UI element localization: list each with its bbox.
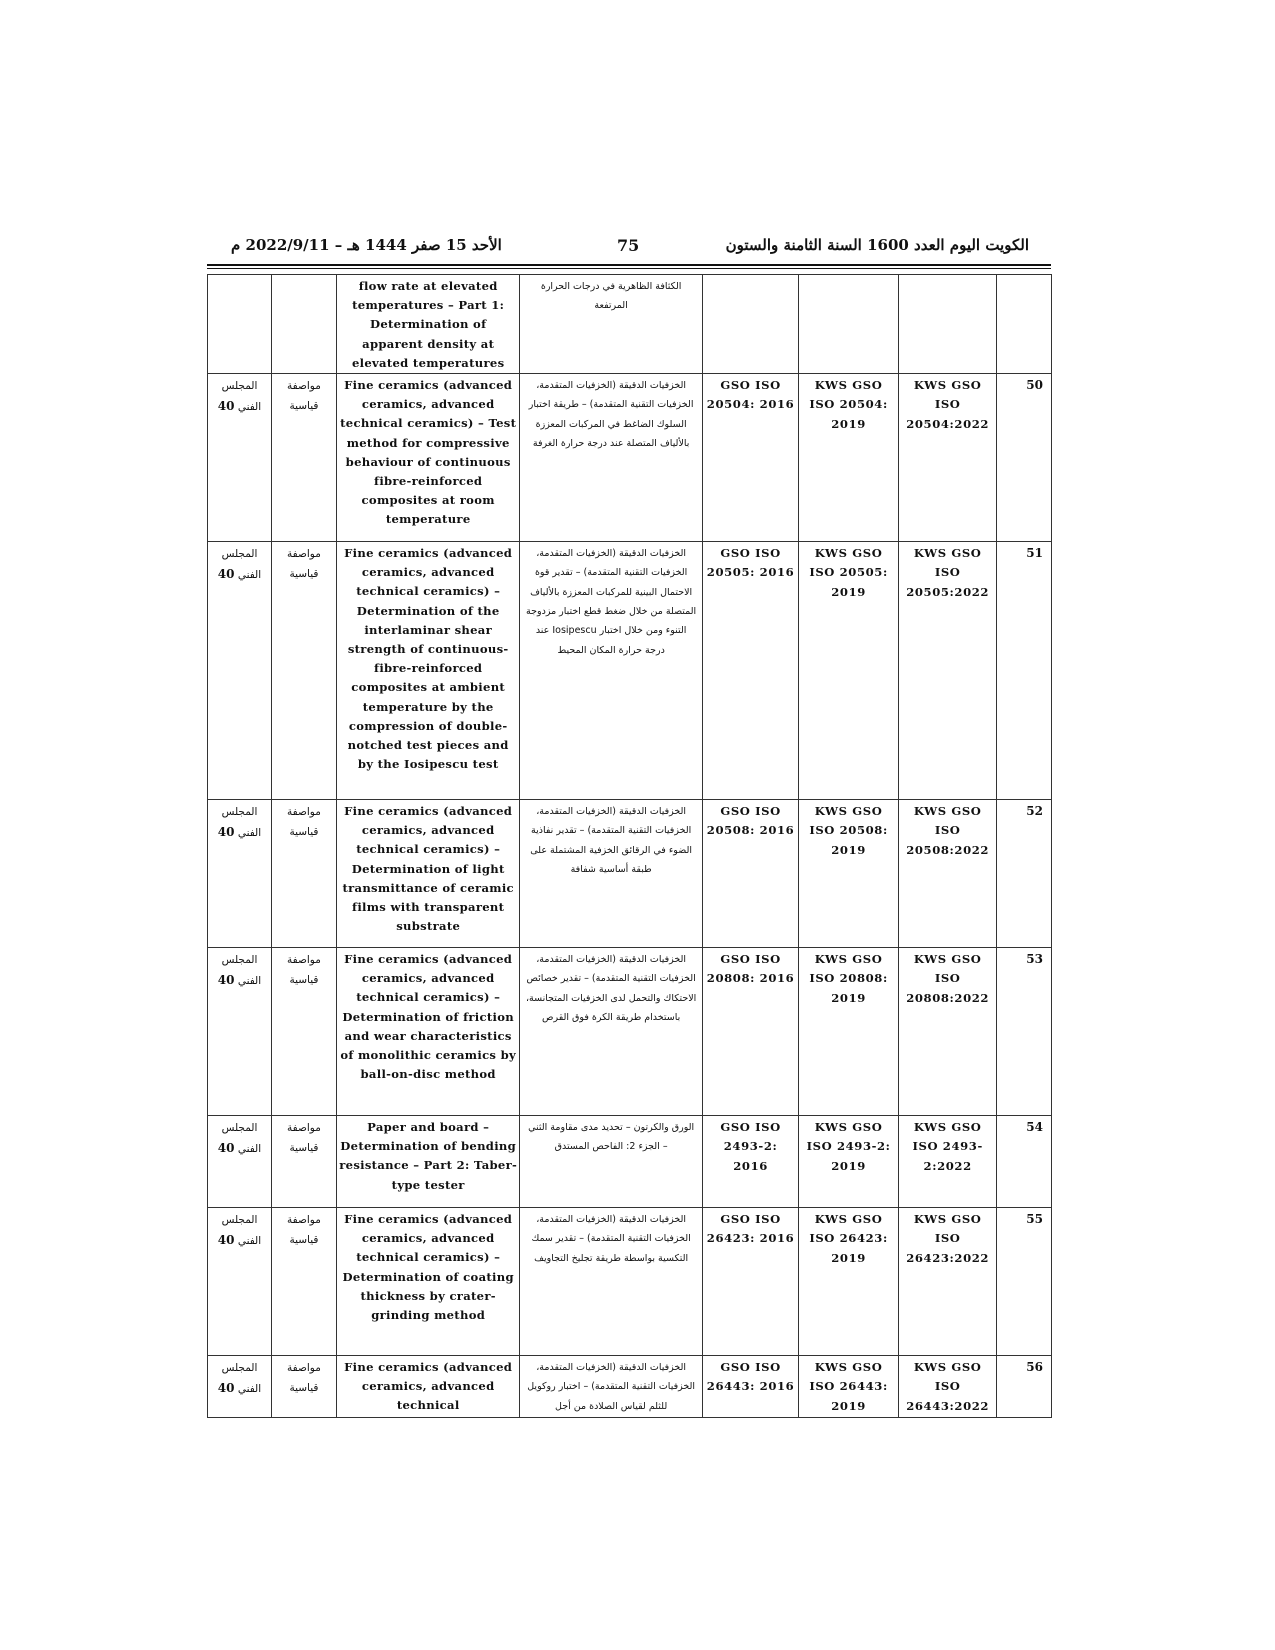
type-cell: مواصفة قياسية [271,1116,336,1208]
council-number: 40 [217,1381,235,1396]
table-row [208,1208,1052,1356]
row-number-cell: 55 [997,1208,1052,1356]
table-row [208,1356,1052,1418]
council-label: المجلس الفني [221,548,262,582]
council-cell [208,542,272,800]
council-cell [208,1208,272,1356]
arabic-title-cell: الخزفيات الدقيقة (الخزفيات المتقدمة، الخزفيات التقنية المتقدمة) – تقدير خصائص الاحتكاك والتحمل لدى الخزفيات المتجانسة، باستخدام طريقة الكرة فوق القرص [520,948,702,1116]
council-number: 40 [217,1233,235,1248]
council-label: المجلس الفني [221,1122,262,1156]
gso-code-cell: GSO ISO 2493-2: 2016 [702,1116,798,1208]
arabic-title-cell: الخزفيات الدقيقة (الخزفيات المتقدمة، الخزفيات التقنية المتقدمة) – تقدير نفاذية الضوء في الرقائق الخزفية المشتملة على طبقة أساسية شفافة [520,800,702,948]
row-number-cell: 51 [997,542,1052,800]
kws-gso-code-cell: KWS GSO ISO 20808: 2019 [799,948,899,1116]
kws-code-cell: KWS GSO ISO 20808:2022 [898,948,997,1116]
council-number: 40 [217,567,235,582]
council-cell [208,374,272,542]
kws-code-cell [898,275,997,374]
header-rule-thin [207,268,1051,269]
council-label: المجلس الفني [221,380,262,414]
type-cell: مواصفة قياسية [271,542,336,800]
page-header [207,236,1029,266]
kws-code-cell: KWS GSO ISO 26423:2022 [898,1208,997,1356]
table-row [208,374,1052,542]
type-cell [271,275,336,374]
english-title-cell: Fine ceramics (advanced ceramics, advanced technical ceramics) – Determination of the interlaminar shear strength of continuous-fibre-reinforced composites at ambient temperature by the compression of double-notched test pieces and by the Iosipescu test [336,542,519,800]
kws-gso-code-cell [799,275,899,374]
table-row [208,1116,1052,1208]
kws-code-cell: KWS GSO ISO 20505:2022 [898,542,997,800]
type-cell: مواصفة قياسية [271,1356,336,1418]
english-title-cell: Fine ceramics (advanced ceramics, advanced technical ceramics) – Test method for compressive behaviour of continuous fibre-reinforced composites at room temperature [336,374,519,542]
english-title-cell: Fine ceramics (advanced ceramics, advanced technical ceramics) – Determination of friction and wear characteristics of monolithic ceramics by ball-on-disc method [336,948,519,1116]
gso-code-cell: GSO ISO 20508: 2016 [702,800,798,948]
kws-gso-code-cell: KWS GSO ISO 26423: 2019 [799,1208,899,1356]
kws-code-cell: KWS GSO ISO 20508:2022 [898,800,997,948]
kws-code-cell: KWS GSO ISO 20504:2022 [898,374,997,542]
header-date: الأحد 15 صفر 1444 هـ – 2022/9/11 م [231,236,502,254]
council-number: 40 [217,399,235,414]
arabic-title-cell: الخزفيات الدقيقة (الخزفيات المتقدمة، الخزفيات التقنية المتقدمة) – طريقة اختبار السلوك الضاغط في المركبات المعززة بالألياف المتصلة عند درجة حرارة الغرفة [520,374,702,542]
type-cell: مواصفة قياسية [271,374,336,542]
arabic-title-cell: الخزفيات الدقيقة (الخزفيات المتقدمة، الخزفيات التقنية المتقدمة) – تقدير قوة الاحتمال البينية للمركبات المعززة بالألياف المتصلة من خلال ضغط قطع اختبار مزدوجة التنوء ومن خلال اختبار Iosipescu عند درجة حرارة المكان المحيط [520,542,702,800]
type-cell: مواصفة قياسية [271,948,336,1116]
arabic-title-cell: الورق والكرتون – تحديد مدى مقاومة الثني – الجزء 2: الفاحص المستدق [520,1116,702,1208]
arabic-title-cell: الخزفيات الدقيقة (الخزفيات المتقدمة، الخزفيات التقنية المتقدمة) – تقدير سمك التكسية بواسطة طريقة تجليخ التجاويف [520,1208,702,1356]
council-cell [208,1116,272,1208]
table-row [208,542,1052,800]
council-number: 40 [217,1141,235,1156]
council-cell [208,948,272,1116]
standards-table [207,274,1052,1418]
gso-code-cell: GSO ISO 20808: 2016 [702,948,798,1116]
table-row [208,948,1052,1116]
type-cell: مواصفة قياسية [271,800,336,948]
council-label: المجلس الفني [221,954,262,988]
row-number-cell: 50 [997,374,1052,542]
row-number-cell: 56 [997,1356,1052,1418]
page-number: 75 [617,236,640,255]
english-title-cell: Paper and board – Determination of bending resistance – Part 2: Taber-type tester [336,1116,519,1208]
english-title-cell: Fine ceramics (advanced ceramics, advanced technical ceramics) – Determination of coating thickness by crater-grinding method [336,1208,519,1356]
council-label: المجلس الفني [221,1362,262,1396]
table-row [208,275,1052,374]
header-rule-thick [207,264,1051,266]
table-row [208,800,1052,948]
kws-code-cell: KWS GSO ISO 2493-2:2022 [898,1116,997,1208]
row-number-cell [997,275,1052,374]
english-title-cell: Fine ceramics (advanced ceramics, advanced technical ceramics) – Determination of light transmittance of ceramic films with transparent substrate [336,800,519,948]
type-cell: مواصفة قياسية [271,1208,336,1356]
council-label: المجلس الفني [221,806,262,840]
council-cell [208,1356,272,1418]
gso-code-cell: GSO ISO 26423: 2016 [702,1208,798,1356]
kws-gso-code-cell: KWS GSO ISO 26443: 2019 [799,1356,899,1418]
kws-gso-code-cell: KWS GSO ISO 20508: 2019 [799,800,899,948]
row-number-cell: 52 [997,800,1052,948]
gso-code-cell [702,275,798,374]
kws-code-cell: KWS GSO ISO 26443:2022 [898,1356,997,1418]
council-number: 40 [217,825,235,840]
council-cell [208,275,272,374]
council-number: 40 [217,973,235,988]
council-label: المجلس الفني [221,1214,262,1248]
english-title-cell: flow rate at elevated temperatures – Part 1: Determination of apparent density at elevated temperatures [336,275,519,374]
gso-code-cell: GSO ISO 26443: 2016 [702,1356,798,1418]
header-issue: الكويت اليوم العدد 1600 السنة الثامنة والستون [725,236,1029,254]
row-number-cell: 53 [997,948,1052,1116]
gso-code-cell: GSO ISO 20505: 2016 [702,542,798,800]
arabic-title-cell: الكثافة الظاهرية في درجات الحرارة المرتفعة [520,275,702,374]
arabic-title-cell: الخزفيات الدقيقة (الخزفيات المتقدمة، الخزفيات التقنية المتقدمة) – اختبار روكويل للثلم لقياس الصلادة من أجل [520,1356,702,1418]
row-number-cell: 54 [997,1116,1052,1208]
kws-gso-code-cell: KWS GSO ISO 20504: 2019 [799,374,899,542]
english-title-cell: Fine ceramics (advanced ceramics, advanced technical [336,1356,519,1418]
kws-gso-code-cell: KWS GSO ISO 20505: 2019 [799,542,899,800]
council-cell [208,800,272,948]
kws-gso-code-cell: KWS GSO ISO 2493-2: 2019 [799,1116,899,1208]
gso-code-cell: GSO ISO 20504: 2016 [702,374,798,542]
